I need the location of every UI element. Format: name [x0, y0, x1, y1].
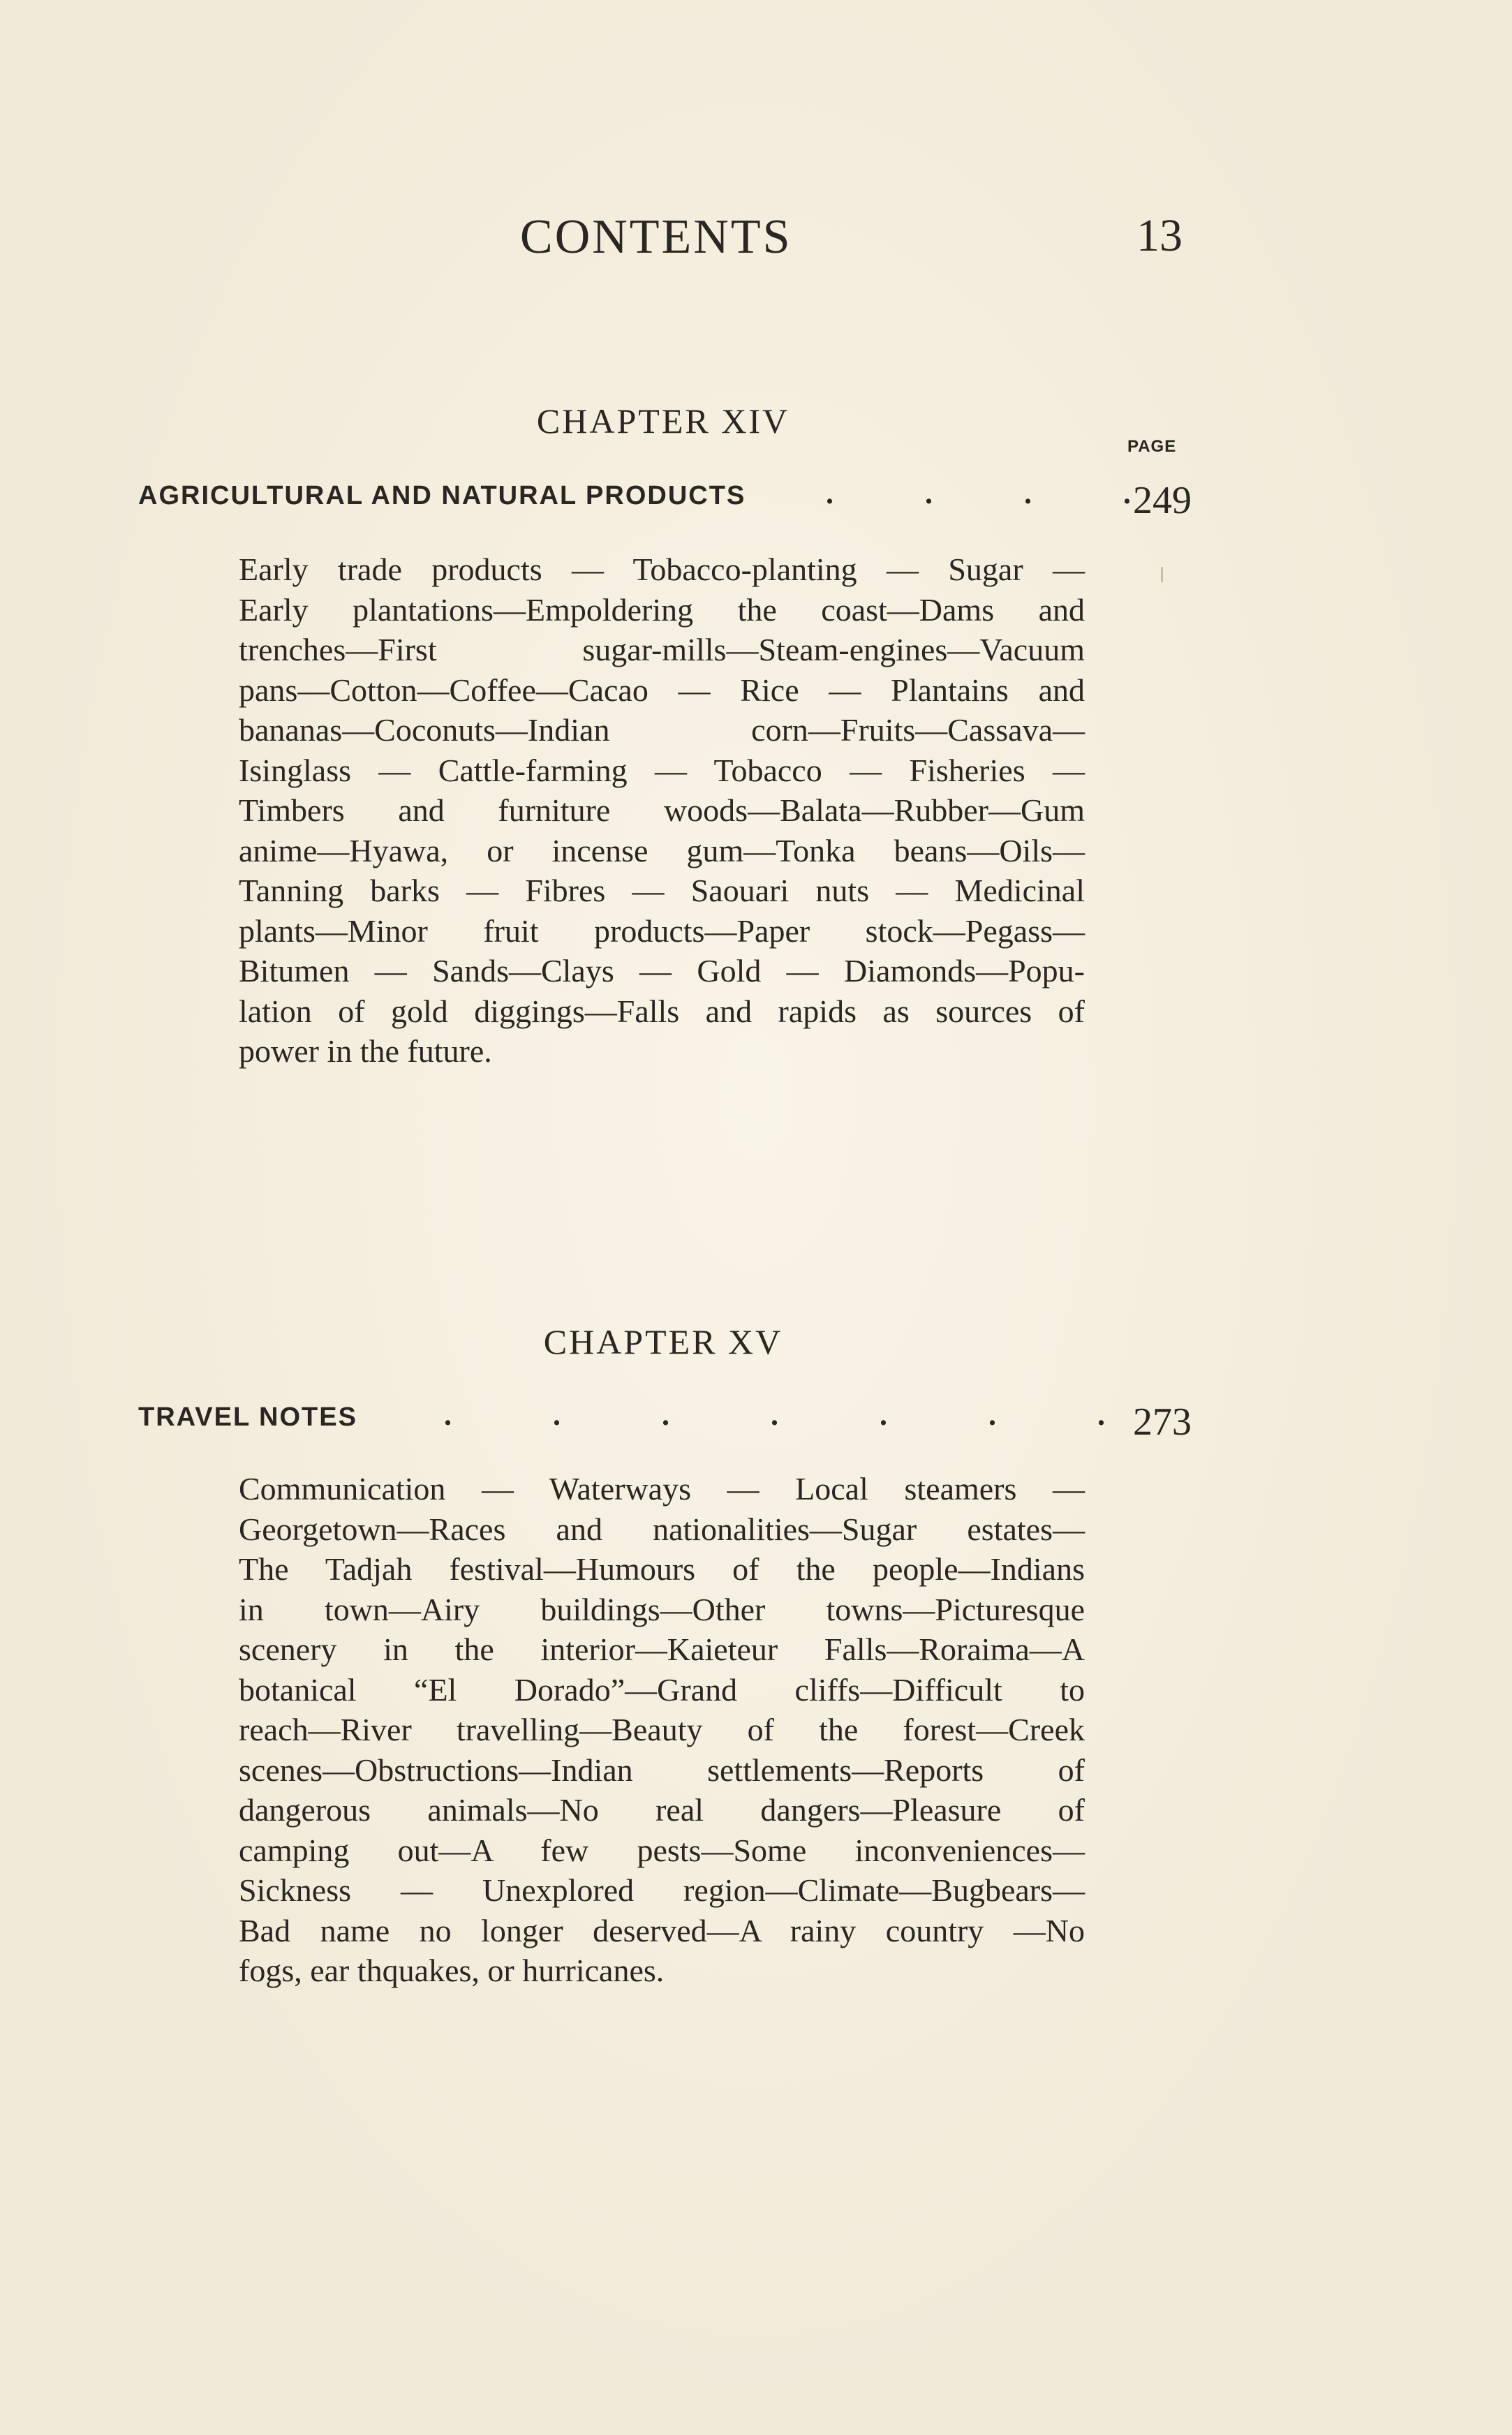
summary-line: Early plantations—Empoldering the coast—Dams and: [239, 591, 1085, 628]
toc-entry-travel-notes: [138, 1400, 1192, 1442]
summary-line: power in the future.: [239, 1033, 492, 1069]
page-number: 13: [1136, 210, 1183, 261]
dot-leaders: . . . .: [826, 476, 1131, 510]
summary-line: The Tadjah festival—Humours of the people—Indians: [239, 1551, 1085, 1587]
summary-line: scenery in the interior—Kaieteur Falls—Roraima—A: [239, 1631, 1085, 1667]
summary-line: Bitumen — Sands—Clays — Gold — Diamonds—Popu-: [239, 953, 1085, 989]
summary-line: in town—Airy buildings—Other towns—Picturesque: [239, 1591, 1085, 1627]
chapter-summary-xiv: [239, 549, 1085, 1072]
chapter-heading-xiv: CHAPTER XIV: [536, 401, 790, 441]
summary-line: pans—Cotton—Coffee—Cacao — Rice — Plantains and: [239, 672, 1085, 708]
summary-line: scenes—Obstructions—Indian settlements—Reports of: [239, 1752, 1085, 1788]
dot-leaders: . . . . . . .: [444, 1398, 1105, 1432]
chapter-summary-xv: [239, 1469, 1085, 1991]
entry-page-number: 249: [1133, 479, 1192, 522]
summary-line: Georgetown—Races and nationalities—Sugar estates—: [239, 1511, 1085, 1547]
summary-line: camping out—A few pests—Some inconveniences—: [239, 1832, 1085, 1868]
stray-ink-mark: [1161, 567, 1163, 582]
summary-line: reach—River travelling—Beauty of the forest—Creek: [239, 1712, 1085, 1747]
summary-line: fogs, ear thquakes, or hurricanes.: [239, 1953, 665, 1988]
summary-line: Bad name no longer deserved—A rainy country —No: [239, 1912, 1085, 1948]
entry-title: AGRICULTURAL AND NATURAL PRODUCTS: [138, 481, 746, 510]
summary-line: anime—Hyawa, or incense gum—Tonka beans—Oils—: [239, 832, 1085, 868]
summary-line: Tanning barks — Fibres — Saouari nuts — Medicinal: [239, 873, 1085, 908]
summary-line: dangerous animals—No real dangers—Pleasure of: [239, 1792, 1085, 1828]
summary-line: Sickness — Unexplored region—Climate—Bugbears—: [239, 1872, 1085, 1908]
summary-line: Early trade products — Tobacco-planting — Sugar —: [239, 552, 1085, 587]
summary-line: Timbers and furniture woods—Balata—Rubber—Gum: [239, 792, 1085, 828]
summary-line: bananas—Coconuts—Indian corn—Fruits—Cassava—: [239, 712, 1085, 748]
page-column-label: PAGE: [1127, 437, 1177, 456]
summary-line: Communication — Waterways — Local steamers —: [239, 1471, 1085, 1507]
summary-line: lation of gold diggings—Falls and rapids as sources of: [239, 993, 1085, 1029]
summary-line: plants—Minor fruit products—Paper stock—Pegass—: [239, 912, 1085, 949]
chapter-heading-xv: CHAPTER XV: [543, 1322, 783, 1361]
running-title: CONTENTS: [520, 210, 792, 264]
summary-line: botanical “El Dorado”—Grand cliffs—Difficult to: [239, 1671, 1085, 1708]
summary-line: Isinglass — Cattle-farming — Tobacco — Fisheries —: [239, 752, 1085, 788]
toc-entry-agricultural: [138, 478, 1192, 520]
entry-title: TRAVEL NOTES: [138, 1402, 357, 1432]
entry-page-number: 273: [1133, 1400, 1192, 1444]
summary-line: trenches—First sugar-mills—Steam-engines—Vacuum: [239, 632, 1085, 667]
